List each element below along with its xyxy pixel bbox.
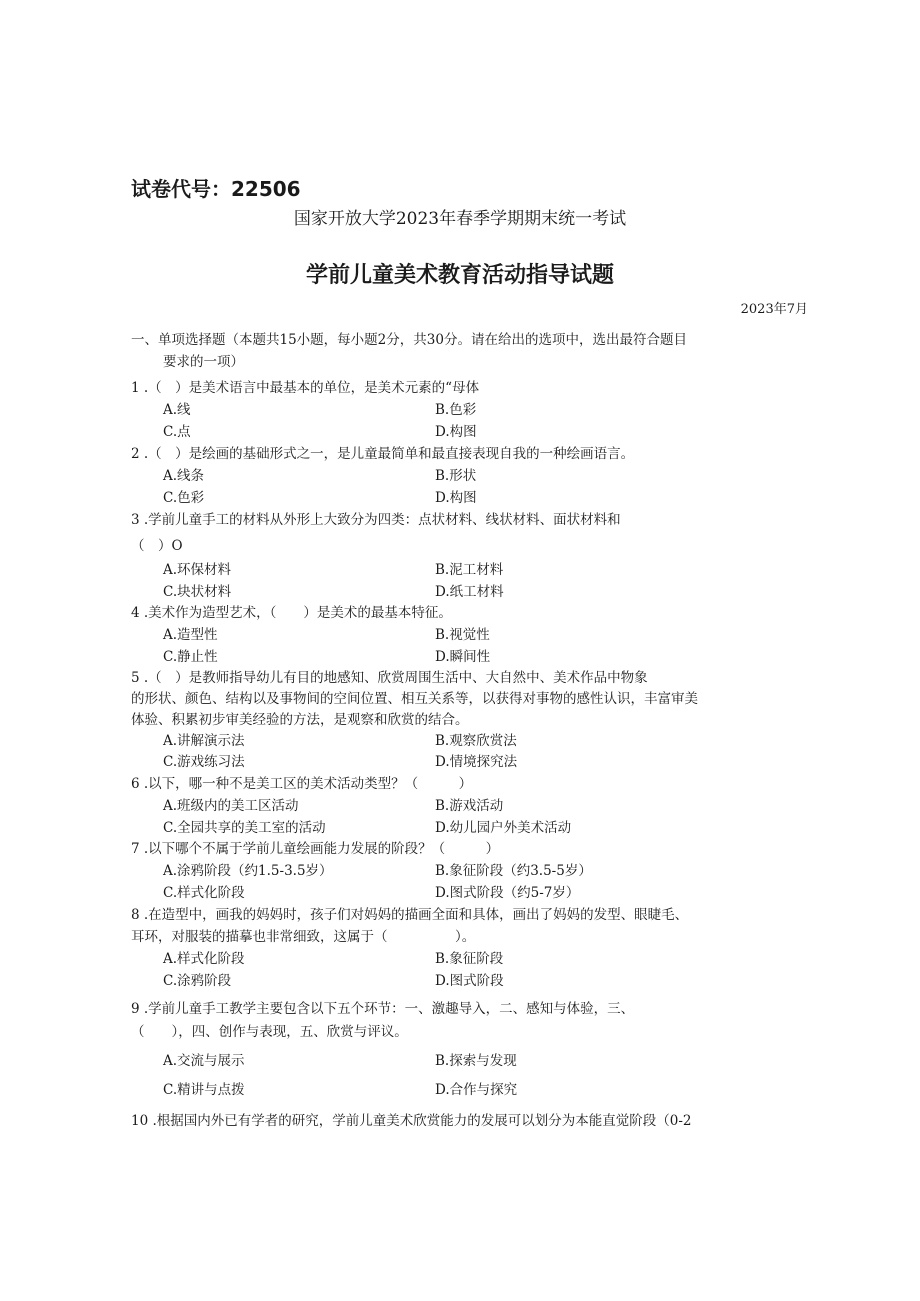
question-stem-cont: （ ），四、创作与表现，五、欣赏与评议。: [131, 1024, 408, 1040]
option-d: D.瞬间性: [435, 649, 491, 665]
option-c: C.块状材料: [163, 584, 232, 600]
section-heading-cont: 要求的一项）: [163, 354, 244, 370]
question-stem: 9 .学前儿童手工教学主要包含以下五个环节：一、激趣导入，二、感知与体验，三、: [131, 1001, 635, 1017]
exam-name: 国家开放大学2023年春季学期期末统一考试: [293, 209, 627, 229]
option-c: C.静止性: [163, 649, 218, 665]
question-stem: 10 .根据国内外已有学者的研究，学前儿童美术欣赏能力的发展可以划分为本能直觉阶段（0-2: [131, 1113, 692, 1129]
exam-code: 试卷代号：22506: [131, 177, 301, 201]
question-stem: 6 .以下，哪一种不是美工区的美术活动类型？（ ）: [131, 776, 473, 792]
option-b: B.象征阶段（约3.5-5岁）: [435, 863, 592, 879]
question-stem: 3 .学前儿童手工的材料从外形上大致分为四类：点状材料、线状材料、面状材料和: [131, 512, 621, 528]
option-b: B.探索与发现: [435, 1053, 517, 1069]
option-a: A.讲解演示法: [163, 733, 245, 749]
option-c: C.样式化阶段: [163, 885, 245, 901]
question-stem: 7 .以下哪个不属于学前儿童绘画能力发展的阶段？（ ）: [131, 841, 500, 857]
option-a: A.样式化阶段: [163, 951, 245, 967]
question-stem: 2 .（ ）是绘画的基础形式之一，是儿童最简单和最直接表现自我的一种绘画语言。: [131, 446, 635, 462]
section-heading: 一、单项选择题（本题共15小题，每小题2分，共30分。请在给出的选项中，选出最符合题目: [131, 332, 687, 348]
option-b: B.视觉性: [435, 627, 490, 643]
option-b: B.观察欣赏法: [435, 733, 517, 749]
option-b: B.游戏活动: [435, 798, 504, 814]
option-b: B.形状: [435, 468, 477, 484]
question-stem-cont: 耳环，对服装的描摹也非常细致，这属于（ ）。: [131, 929, 476, 945]
option-c: C.精讲与点拨: [163, 1082, 245, 1098]
question-stem: 4 .美术作为造型艺术，（ ）是美术的最基本特征。: [131, 605, 452, 621]
option-d: D.构图: [435, 490, 477, 506]
exam-date: 2023年7月: [740, 302, 808, 317]
option-d: D.纸工材料: [435, 584, 504, 600]
option-a: A.环保材料: [163, 562, 232, 578]
option-a: A.线: [163, 402, 191, 418]
question-stem-cont: （ ）O: [131, 538, 183, 554]
option-a: A.交流与展示: [163, 1053, 245, 1069]
option-a: A.造型性: [163, 627, 218, 643]
question-stem: 8 .在造型中，画我的妈妈时，孩子们对妈妈的描画全面和具体，画出了妈妈的发型、眼睫毛、: [131, 907, 689, 923]
option-b: B.泥工材料: [435, 562, 504, 578]
option-a: A.线条: [163, 468, 205, 484]
option-b: B.象征阶段: [435, 951, 504, 967]
option-c: C.涂鸦阶段: [163, 973, 232, 989]
option-d: D.图式阶段（约5-7岁）: [435, 885, 580, 901]
paper-title: 学前儿童美术教育活动指导试题: [305, 263, 614, 288]
option-d: D.情境探究法: [435, 754, 518, 770]
question-stem-cont: 体验、积累初步审美经验的方法，是观察和欣赏的结合。: [131, 712, 469, 728]
option-c: C.游戏练习法: [163, 754, 245, 770]
option-d: D.幼儿园户外美术活动: [435, 820, 572, 836]
option-d: D.图式阶段: [435, 973, 504, 989]
option-c: C.全园共享的美工室的活动: [163, 820, 326, 836]
question-stem: 5 .（ ）是教师指导幼儿有目的地感知、欣赏周围生活中、大自然中、美术作品中物象: [131, 670, 648, 686]
option-d: D.构图: [435, 424, 477, 440]
option-a: A.班级内的美工区活动: [163, 798, 299, 814]
option-a: A.涂鸦阶段（约1.5-3.5岁）: [163, 863, 333, 879]
question-stem-cont: 的形状、颜色、结构以及事物间的空间位置、相互关系等，以获得对事物的感性认识，丰富审美: [131, 691, 698, 707]
question-stem: 1 .（ ）是美术语言中最基本的单位，是美术元素的“母体: [131, 380, 480, 396]
option-c: C.色彩: [163, 490, 205, 506]
option-c: C.点: [163, 424, 191, 440]
option-b: B.色彩: [435, 402, 477, 418]
option-d: D.合作与探究: [435, 1082, 518, 1098]
